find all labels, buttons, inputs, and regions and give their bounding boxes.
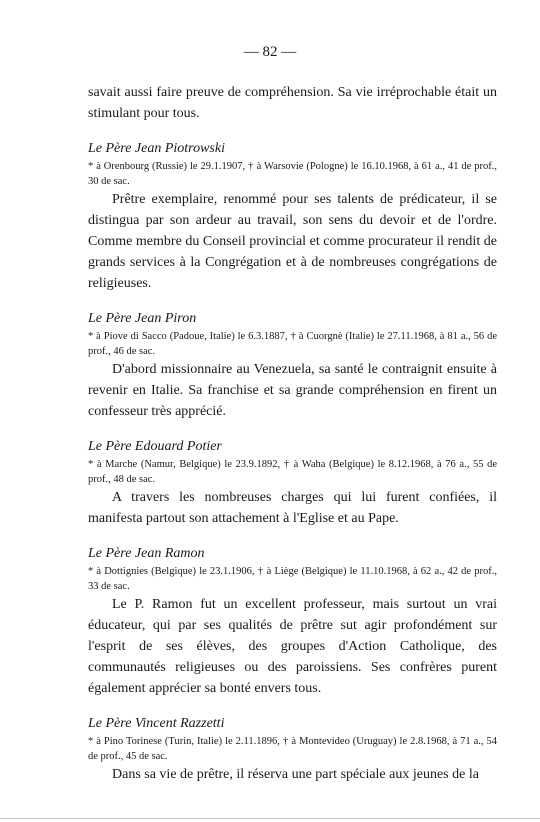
entry-name: Le Père Jean Ramon: [88, 546, 205, 561]
page-number: — 82 —: [243, 44, 297, 60]
entry-dates: * à Dottignies (Belgique) le 23.1.1906, † à Liège (Belgique) le 11.10.1968, à 62 a., 42 de prof., 33 de sac.: [88, 566, 497, 592]
page-body: [88, 82, 497, 785]
intro-paragraph: savait aussi faire preuve de compréhension. Sa vie irréprochable était un stimulant pour tous.: [88, 85, 497, 121]
obituary-entry: [88, 545, 497, 699]
entry-dates: * à Pino Torinese (Turin, Italie) le 2.11.1896, † à Montevideo (Uruguay) le 2.8.1968, à 71 a., 54 de prof., 45 de sac.: [88, 736, 497, 762]
obituary-entry: [88, 715, 497, 785]
obituary-entry: [88, 140, 497, 294]
entry-text: Le P. Ramon fut un excellent professeur, mais surtout un vrai éducateur, qui par ses qualités de prêtre sut agir profondément sur l'esprit de ses élèves, des groupes d'Action Catholique, des communautés religieuses ou des paroissiens. Ses confrères purent également apprécier sa bonté envers tous.: [88, 597, 497, 696]
entry-text: A travers les nombreuses charges qui lui furent confiées, il manifesta partout son attachement à l'Eglise et au Pape.: [88, 490, 497, 526]
entry-name: Le Père Edouard Potier: [88, 439, 222, 454]
entry-text: Dans sa vie de prêtre, il réserva une part spéciale aux jeunes de la: [112, 767, 479, 782]
entry-name: Le Père Jean Piron: [88, 311, 197, 326]
entry-dates: * à Piove di Sacco (Padoue, Italie) le 6.3.1887, † à Cuorgnè (Italie) le 27.11.1968, à 81 a., 56 de prof., 46 de sac.: [88, 331, 497, 357]
entry-dates: * à Orenbourg (Russie) le 29.1.1907, † à Warsovie (Pologne) le 16.10.1968, à 61 a., 41 de prof., 30 de sac.: [88, 161, 497, 187]
page-edge-rule: [0, 818, 540, 819]
entry-name: Le Père Jean Piotrowski: [88, 141, 225, 156]
obituary-entry: [88, 438, 497, 529]
obituary-entry: [88, 310, 497, 422]
entry-text: Prêtre exemplaire, renommé pour ses talents de prédicateur, il se distingua par son ardeur au travail, son sens du devoir et de l'ordre. Comme membre du Conseil provincial et comme procurateur il rendit de grands services à la Congrégation et à de nombreuses congrégations de religieuses.: [88, 192, 497, 291]
entry-name: Le Père Vincent Razzetti: [88, 716, 225, 731]
entry-dates: * à Marche (Namur, Belgique) le 23.9.1892, † à Waha (Belgique) le 8.12.1968, à 76 a., 55 de prof., 48 de sac.: [88, 459, 497, 485]
entry-text: D'abord missionnaire au Venezuela, sa santé le contraignit ensuite à revenir en Italie. Sa franchise et sa grande compréhension en firent un confesseur très apprécié.: [88, 362, 497, 419]
